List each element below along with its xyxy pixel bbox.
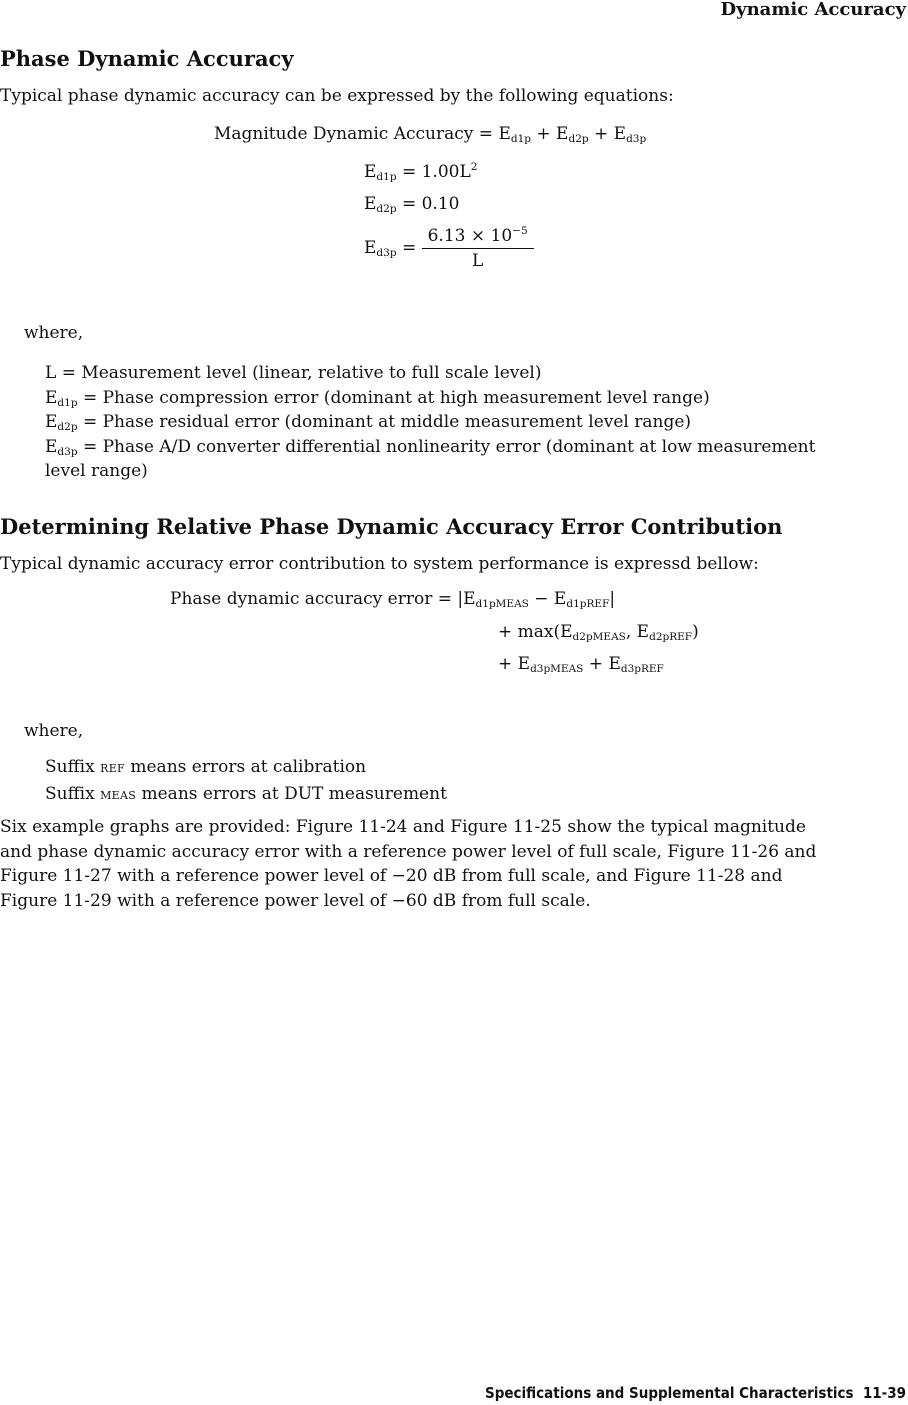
suffix-meas-definition: Suffix MEAS means errors at DUT measurement <box>45 783 447 804</box>
where-label-2: where, <box>24 721 84 741</box>
definition-ed3p: $E_{d3p}$ = Phase A/D converter differential nonlinearity error (dominant at low measurement <box>45 436 816 458</box>
intro-paragraph: Typical phase dynamic accuracy can be expressed by the following equations: <box>0 86 674 106</box>
definition-ed3p-continuation: level range) <box>45 461 148 481</box>
definition-ed2p: $E_{d2p}$ = Phase residual error (dominant at middle measurement level range) <box>45 412 692 433</box>
fraction <box>422 226 534 271</box>
closing-line-1: Six example graphs are provided: Figure 11-24 and Figure 11-25 show the typical magnitude <box>0 817 806 837</box>
footer-section-title: Specifications and Supplemental Characteristics <box>485 1384 854 1402</box>
equation-phase-error-line2: + $\max(E_{d2pMEAS}$, $E_{d2pREF}$) <box>498 622 699 643</box>
equation-ed1p: $E_{d1p} = 1.00L^2$ <box>364 161 478 183</box>
equation-ed3p: $E_{d3p}$ = $\frac{6.13 \times 10^{-5}}{L}$ <box>364 226 534 271</box>
definition-list-1 <box>45 361 815 484</box>
definition-L: L = Measurement level (linear, relative to full scale level) <box>45 363 542 383</box>
suffix-ref-definition: Suffix REF means errors at calibration <box>45 757 367 777</box>
closing-paragraph <box>0 815 816 913</box>
intro-paragraph-2: Typical dynamic accuracy error contribution to system performance is expressd bellow: <box>0 554 759 574</box>
fraction-numerator: $6.13 \times 10^{-5}$ <box>422 226 534 249</box>
equation-magnitude-dynamic-accuracy: Magnitude Dynamic Accuracy = $E_{d1p} + E_{d2p} + E_{d3p}$ <box>214 124 647 145</box>
closing-line-4: Figure 11-29 with a reference power level of −60 dB from full scale. <box>0 890 591 911</box>
equation-ed2p: $E_{d2p} = 0.10$ <box>364 194 460 215</box>
suffix-list <box>45 755 447 808</box>
section-heading-phase-dynamic-accuracy: Phase Dynamic Accuracy <box>0 46 294 71</box>
closing-line-2: and phase dynamic accuracy error with a reference power level of full scale, Figure 11-26 and <box>0 841 817 862</box>
where-label-1: where, <box>24 323 84 343</box>
equation-phase-error-line3: + $E_{d3pMEAS} + E_{d3pREF}$ <box>498 654 664 675</box>
closing-line-3: Figure 11-27 with a reference power level of −20 dB from full scale, and Figure 11-28 and <box>0 866 783 886</box>
definition-ed1p: $E_{d1p}$ = Phase compression error (dominant at high measurement level range) <box>45 387 710 409</box>
footer-page-number: 11-39 <box>862 1384 906 1402</box>
running-header-title: Dynamic Accuracy <box>720 0 906 20</box>
section-heading-relative-phase-error: Determining Relative Phase Dynamic Accuracy Error Contribution <box>0 514 783 539</box>
equation-phase-error-line1: Phase dynamic accuracy error = $|E_{d1pMEAS} - E_{d1pREF}|$ <box>170 589 616 610</box>
fraction-denominator: L <box>471 251 484 271</box>
